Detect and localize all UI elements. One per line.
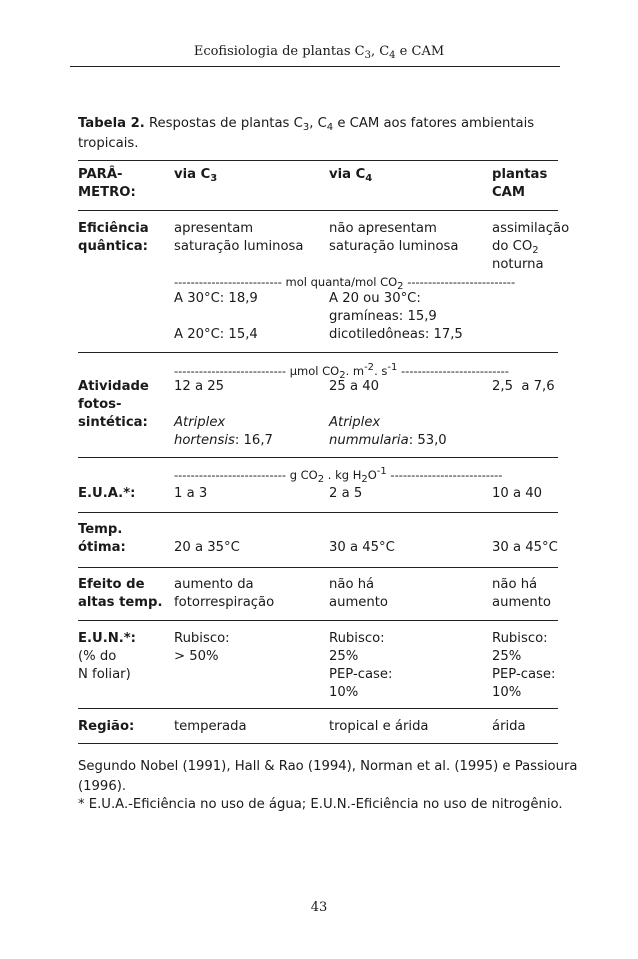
eficiencia-c3-value-2: A 20°C: 15,4 bbox=[174, 327, 258, 342]
temp-c4: 30 a 45°C bbox=[329, 540, 395, 555]
param-temp: Temp. ótima: bbox=[78, 522, 126, 555]
row-rule-3 bbox=[78, 512, 558, 513]
eficiencia-unit: -------------------------- mol quanta/mol $CO_2$ -------------------------- bbox=[174, 275, 516, 292]
header-parametro: PARÂ- METRO: bbox=[78, 167, 136, 200]
temp-c3: 20 a 35°C bbox=[174, 540, 240, 555]
row-rule-6 bbox=[78, 708, 558, 709]
atividade-c4: 25 a 40 bbox=[329, 379, 380, 394]
regiao-c4: tropical e árida bbox=[329, 719, 429, 734]
eficiencia-cam: assimilação do $CO_2$ noturna bbox=[492, 221, 570, 272]
param-eficiencia: Eficiência quântica: bbox=[78, 221, 149, 254]
param-regiao: Região: bbox=[78, 719, 135, 734]
eua-c3: 1 a 3 bbox=[174, 486, 208, 501]
row-rule-1 bbox=[78, 352, 558, 353]
atividade-c4-species: Atriplex nummularia: 53,0 bbox=[329, 415, 447, 448]
temp-cam: 30 a 45°C bbox=[492, 540, 558, 555]
page-number: 43 bbox=[310, 900, 328, 915]
param-atividade: Atividade fotos- sintética: bbox=[78, 379, 149, 430]
eficiencia-c4-value-2: gramíneas: 15,9 bbox=[329, 309, 437, 324]
header-rule-bottom bbox=[78, 210, 558, 211]
eun-cam: Rubisco: 25% PEP-case: 10% bbox=[492, 631, 556, 700]
eun-c3: Rubisco: > 50% bbox=[174, 631, 230, 664]
eua-cam: 10 a 40 bbox=[492, 486, 543, 501]
header-via-c3: via $C_3$ bbox=[174, 167, 218, 184]
row-rule-2 bbox=[78, 457, 558, 458]
caption-label: Tabela 2. bbox=[78, 116, 145, 131]
param-eua: E.U.A.*: bbox=[78, 486, 136, 501]
header-rule bbox=[70, 66, 560, 67]
table-caption: Tabela 2. Respostas de plantas $C_3$, $C_4$ e CAM aos fatores ambientais tropicais. bbox=[78, 116, 535, 151]
header-via-c4: via $C_4$ bbox=[329, 167, 373, 184]
eun-c4: Rubisco: 25% PEP-case: 10% bbox=[329, 631, 393, 700]
param-efeito: Efeito de altas temp. bbox=[78, 577, 163, 610]
regiao-c3: temperada bbox=[174, 719, 247, 734]
eficiencia-c3: apresentam saturação luminosa bbox=[174, 221, 304, 254]
eua-unit: --------------------------- g $CO_2$ . kg $H_2O^{-1}$ --------------------------- bbox=[174, 466, 503, 485]
eficiencia-c4-value-3: dicotiledôneas: 17,5 bbox=[329, 327, 463, 342]
eficiencia-c4: não apresentam saturação luminosa bbox=[329, 221, 459, 254]
eficiencia-c3-value-1: A 30°C: 18,9 bbox=[174, 291, 258, 306]
running-head: Ecofisiologia de plantas $C_3$, $C_4$ e CAM bbox=[193, 44, 445, 61]
header-plantas-cam: plantas CAM bbox=[492, 167, 548, 200]
footnote-sources: Segundo Nobel (1991), Hall & Rao (1994), Norman et al. (1995) e Passioura (1996). bbox=[78, 759, 578, 794]
efeito-cam: não há aumento bbox=[492, 577, 551, 610]
eua-c4: 2 a 5 bbox=[329, 486, 363, 501]
atividade-c3: 12 a 25 bbox=[174, 379, 225, 394]
atividade-unit: --------------------------- µmol $CO_2$. $m^{-2}$. $s^{-1}$ -------------------------- bbox=[174, 362, 509, 381]
row-rule-4 bbox=[78, 567, 558, 568]
row-rule-5 bbox=[78, 620, 558, 621]
atividade-c3-species: Atriplex hortensis: 16,7 bbox=[174, 415, 273, 448]
param-eun: E.U.N.*: bbox=[78, 631, 136, 646]
eficiencia-c4-value-1: A 20 ou 30°C: bbox=[329, 291, 421, 306]
atividade-cam: 2,5 a 7,6 bbox=[492, 379, 555, 394]
table-top-rule bbox=[78, 160, 558, 161]
footnote-abbreviations: * E.U.A.-Eficiência no uso de água; E.U.N.-Eficiência no uso de nitrogênio. bbox=[78, 797, 563, 812]
regiao-cam: árida bbox=[492, 719, 526, 734]
efeito-c4: não há aumento bbox=[329, 577, 388, 610]
param-eun-sub: (% do N foliar) bbox=[78, 649, 131, 682]
efeito-c3: aumento da fotorrespiração bbox=[174, 577, 275, 610]
table-bottom-rule bbox=[78, 743, 558, 744]
